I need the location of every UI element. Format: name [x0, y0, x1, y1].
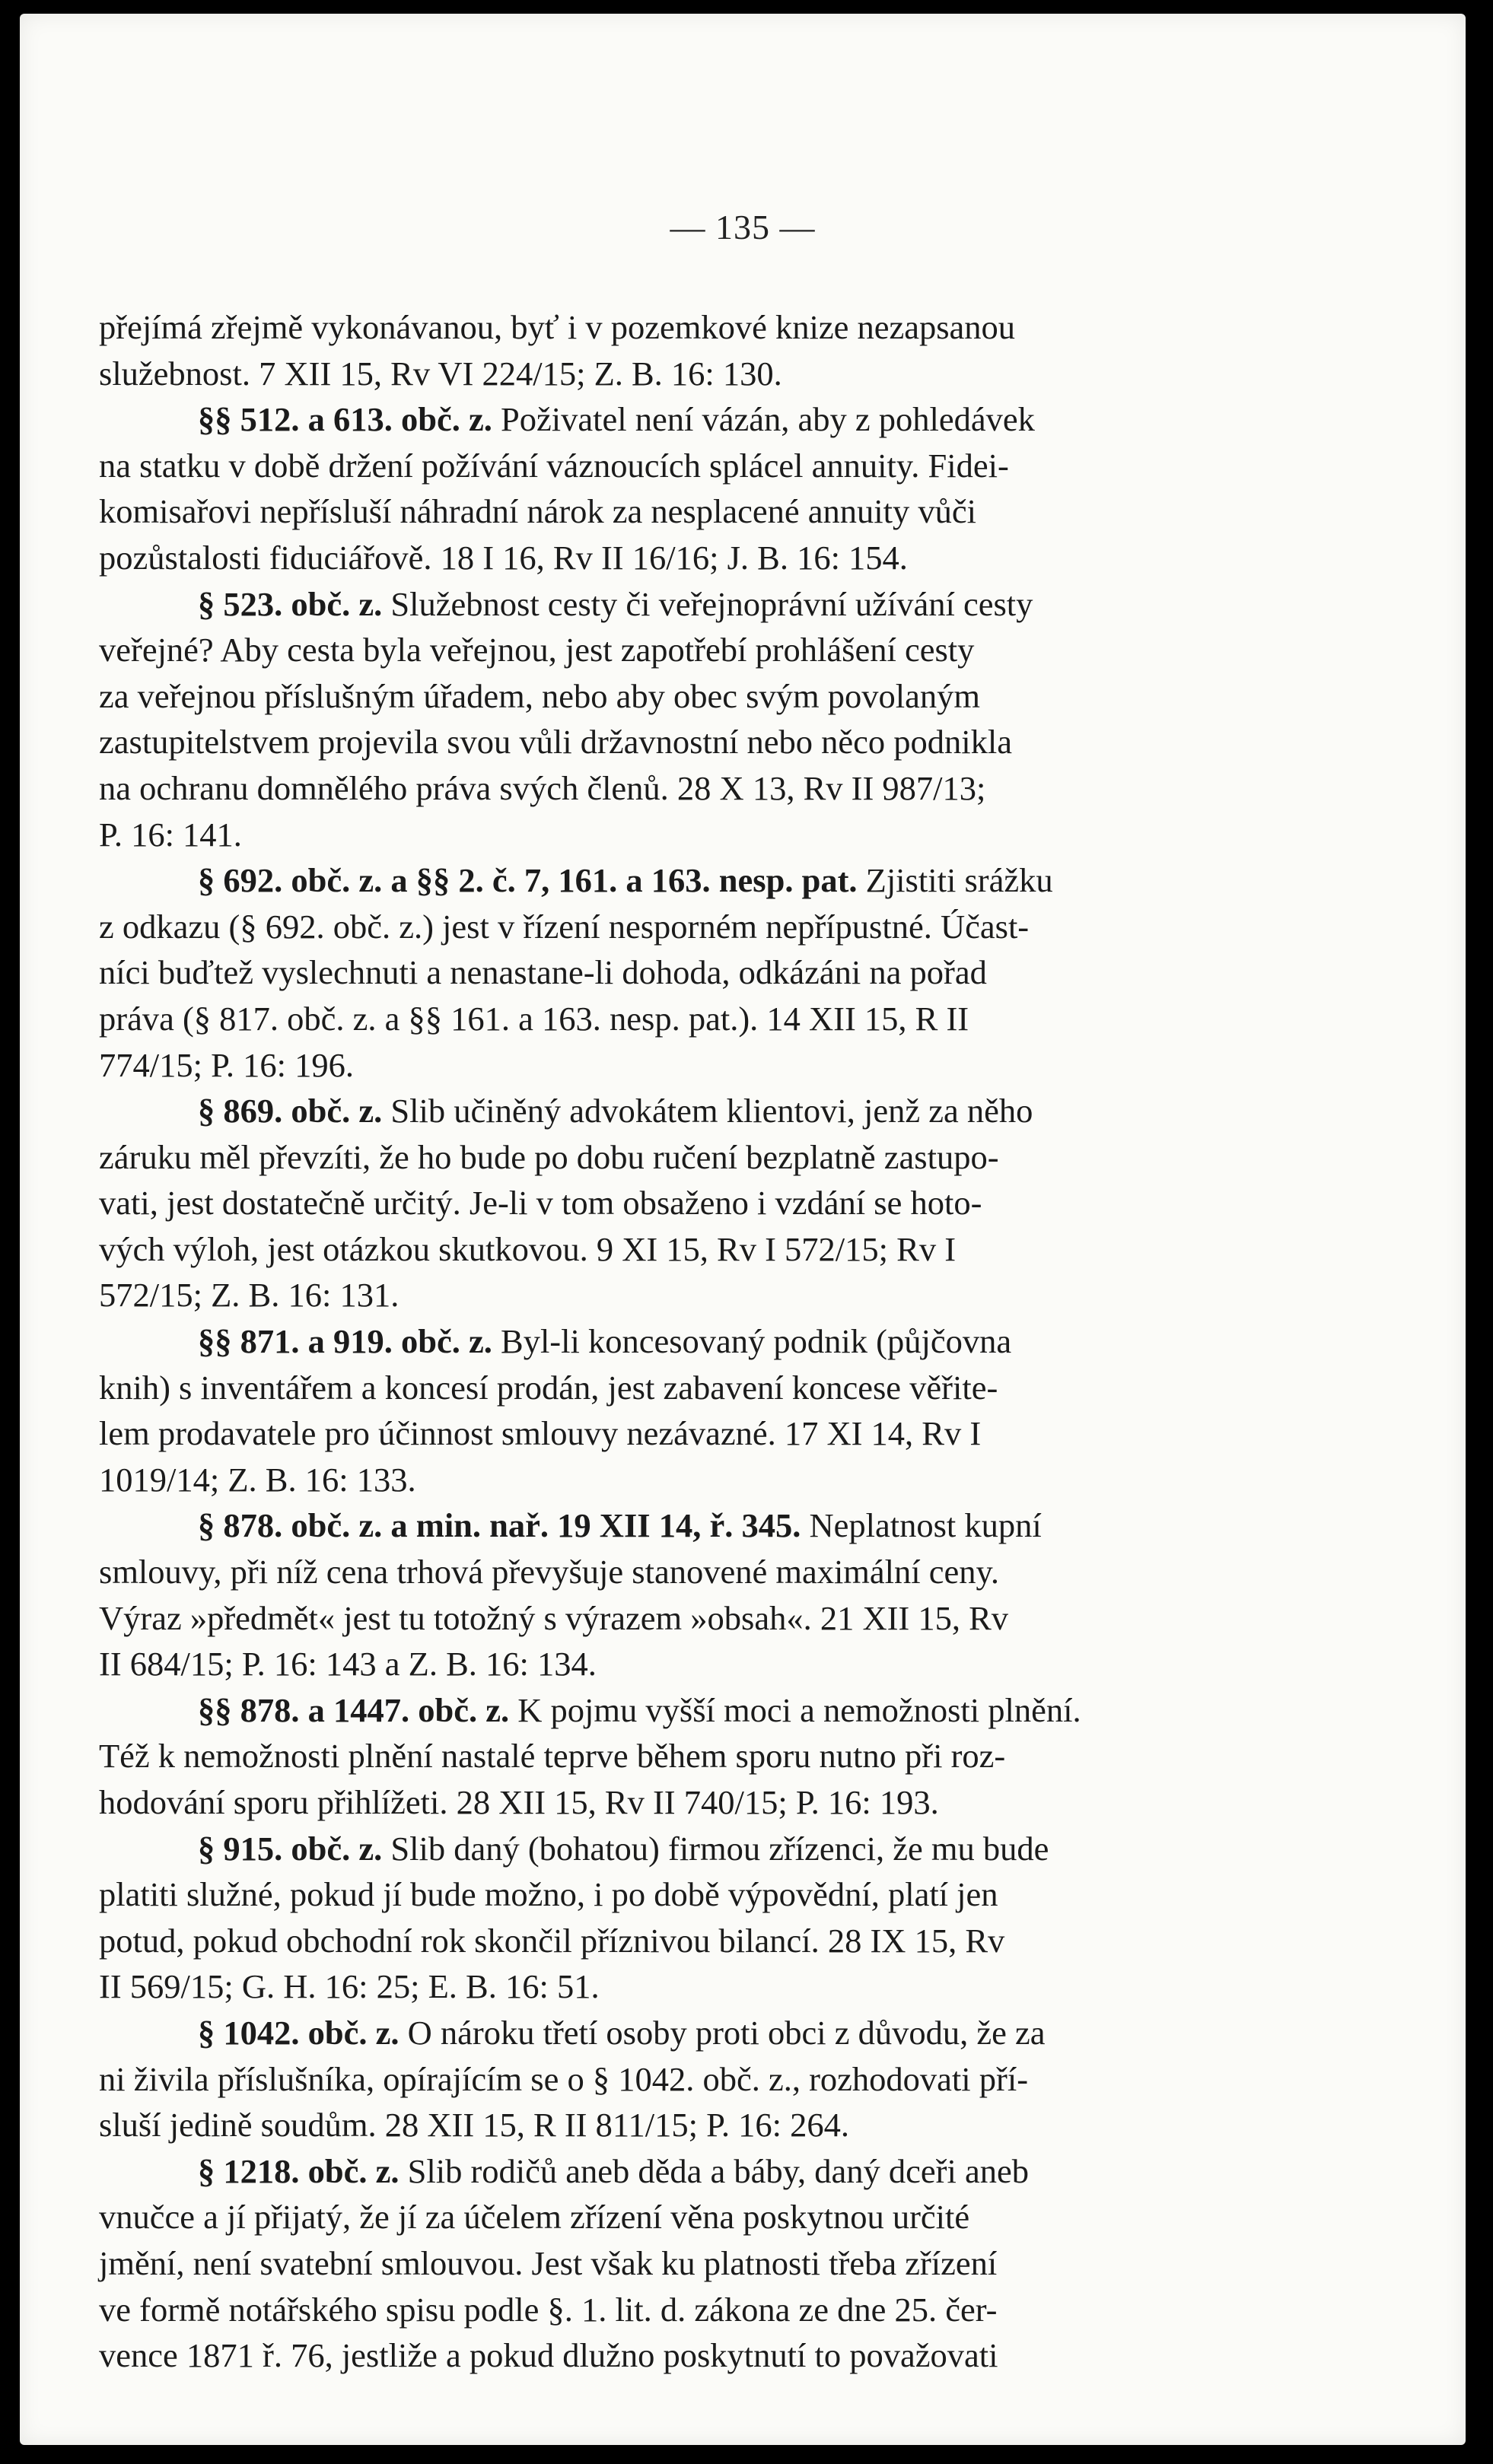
text-line [99, 2148, 1256, 2195]
line-text: pozůstalosti fiduciářově. 18 I 16, Rv II 16/16; J. B. 16: 154. [99, 538, 908, 577]
line-text: ve formě notářského spisu podle §. 1. lit. d. zákona ze dne 25. čer- [99, 2290, 998, 2329]
text-line [99, 1134, 1256, 1181]
paragraph [99, 2148, 1256, 2379]
line-text: Slib učiněný advokátem klientovi, jenž za něho [390, 1092, 1033, 1130]
line-text: platiti služné, pokud jí bude možno, i po době výpovědní, platí jen [99, 1875, 998, 1914]
line-text: knih) s inventářem a koncesí prodán, jest zabavení koncese věřite- [99, 1368, 998, 1407]
statute-reference: § 1218. obč. z. [198, 2151, 400, 2190]
statute-reference: § 878. obč. z. a min. nař. 19 XII 14, ř. 345. [198, 1506, 801, 1545]
text-line [99, 2102, 1256, 2148]
paragraph [99, 396, 1256, 580]
line-text: II 684/15; P. 16: 143 a Z. B. 16: 134. [99, 1645, 597, 1683]
line-text: Služebnost cesty či veřejnoprávní užívání cesty [390, 584, 1033, 623]
paragraph [99, 1687, 1256, 1826]
statute-reference: § 915. obč. z. [198, 1829, 383, 1868]
statute-reference: § 523. obč. z. [198, 584, 383, 623]
text-line [99, 1088, 1256, 1134]
text-line [99, 2287, 1256, 2333]
statute-reference: § 1042. obč. z. [198, 2013, 400, 2052]
text-line [99, 719, 1256, 765]
line-text: ni živila příslušníka, opírajícím se o § 1042. obč. z., rozhodovati pří- [99, 2059, 1029, 2098]
line-text: smlouvy, při níž cena trhová převyšuje stanovené maximální ceny. [99, 1553, 1000, 1591]
line-text: níci buďtež vyslechnuti a nenastane-li dohoda, odkázáni na pořad [99, 953, 987, 992]
text-line [99, 673, 1256, 720]
line-text: vých výloh, jest otázkou skutkovou. 9 XI 15, Rv I 572/15; Rv I [99, 1229, 957, 1268]
statute-reference: § 869. obč. z. [198, 1092, 383, 1130]
line-text: Zjistiti srážku [865, 861, 1053, 900]
paragraph [99, 1826, 1256, 2010]
line-text: komisařovi nepřísluší náhradní nárok za nesplacené annuity vůči [99, 492, 976, 531]
line-text: Též k nemožnosti plnění nastalé teprve během sporu nutno při roz- [99, 1737, 1006, 1776]
text-line [99, 2194, 1256, 2240]
paragraph [99, 2010, 1256, 2148]
text-line [99, 351, 1256, 397]
text-line [99, 1871, 1256, 1918]
text-line [99, 1180, 1256, 1226]
text-line [99, 1410, 1256, 1457]
statute-reference: § 692. obč. z. a §§ 2. č. 7, 161. a 163. nesp. pat. [198, 861, 858, 900]
line-text: sluší jedině soudům. 28 XII 15, R II 811/15; P. 16: 264. [99, 2106, 849, 2144]
text-line [99, 304, 1256, 351]
line-text: Neplatnost kupní [809, 1506, 1042, 1545]
text-line [99, 812, 1256, 858]
text-line [99, 2240, 1256, 2287]
line-text: II 569/15; G. H. 16: 25; E. B. 16: 51. [99, 1967, 600, 2006]
statute-reference: §§ 512. a 613. obč. z. [198, 400, 492, 439]
text-line [99, 581, 1256, 628]
text-line [99, 1826, 1256, 1872]
text-line [99, 627, 1256, 673]
paragraph [99, 304, 1256, 396]
paragraph [99, 1318, 1256, 1502]
line-text: vnučce a jí přijatý, že jí za účelem zřízení věna poskytnou určité [99, 2198, 970, 2237]
line-text: z odkazu (§ 692. obč. z.) jest v řízení nesporném nepřípustné. Účast- [99, 907, 1030, 946]
text-line [99, 1042, 1256, 1089]
text-line [99, 2010, 1256, 2056]
statute-reference: §§ 871. a 919. obč. z. [198, 1322, 492, 1361]
line-text: záruku měl převzíti, že ho bude po dobu ručení bezplatně zastupo- [99, 1137, 999, 1176]
page-number: — 135 — [670, 208, 816, 246]
line-text: zastupitelstvem projevila svou vůli državnostní nebo něco podnikla [99, 723, 1013, 761]
line-text: Poživatel není vázán, aby z pohledávek [501, 400, 1035, 439]
text-line [99, 1641, 1256, 1687]
text-line [99, 443, 1256, 489]
text-line [99, 2332, 1256, 2379]
statute-reference: §§ 878. a 1447. obč. z. [198, 1690, 510, 1729]
paragraph [99, 857, 1256, 1088]
text-line [99, 857, 1256, 904]
line-text: Slib rodičů aneb děda a báby, daný dceři aneb [407, 2151, 1029, 2190]
line-text: veřejné? Aby cesta byla veřejnou, jest zapotřebí prohlášení cesty [99, 631, 975, 669]
text-line [99, 1687, 1256, 1734]
text-line [99, 488, 1256, 535]
line-text: 774/15; P. 16: 196. [99, 1045, 355, 1084]
body-text [99, 304, 1256, 2379]
text-line [99, 1272, 1256, 1318]
text-line [99, 904, 1256, 950]
line-text: Byl-li koncesovaný podnik (půjčovna [501, 1322, 1012, 1361]
text-line [99, 765, 1256, 812]
text-line [99, 1918, 1256, 1964]
line-text: vati, jest dostatečně určitý. Je-li v tom obsaženo i vzdání se hoto- [99, 1184, 982, 1222]
paragraph [99, 1502, 1256, 1687]
line-text: přejímá zřejmě vykonávanou, byť i v pozemkové knize nezapsanou [99, 308, 1016, 346]
line-text: P. 16: 141. [99, 815, 242, 854]
line-text: na statku v době držení požívání váznoucích splácel annuity. Fidei- [99, 446, 1009, 485]
line-text: hodování sporu přihlížeti. 28 XII 15, Rv II 740/15; P. 16: 193. [99, 1783, 939, 1821]
text-line [99, 396, 1256, 443]
line-text: služebnost. 7 XII 15, Rv VI 224/15; Z. B. 16: 130. [99, 354, 782, 393]
text-line [99, 535, 1256, 581]
line-text: K pojmu vyšší moci a nemožnosti plnění. [517, 1690, 1081, 1729]
line-text: potud, pokud obchodní rok skončil příznivou bilancí. 28 IX 15, Rv [99, 1921, 1005, 1960]
paragraph [99, 581, 1256, 858]
line-text: za veřejnou příslušným úřadem, nebo aby obec svým povolaným [99, 676, 980, 715]
line-text: lem prodavatele pro účinnost smlouvy nezávazné. 17 XI 14, Rv I [99, 1414, 982, 1453]
line-text: Slib daný (bohatou) firmou zřízenci, že mu bude [390, 1829, 1049, 1868]
text-line [99, 996, 1256, 1042]
book-page [20, 14, 1466, 2445]
text-line [99, 1365, 1256, 1411]
text-line [99, 1733, 1256, 1779]
text-line [99, 1457, 1256, 1503]
line-text: 572/15; Z. B. 16: 131. [99, 1276, 400, 1315]
line-text: jmění, není svatební smlouvou. Jest však ku platnosti třeba zřízení [99, 2243, 998, 2282]
text-line [99, 1549, 1256, 1595]
text-line [99, 1963, 1256, 2010]
paragraph [99, 1088, 1256, 1318]
text-line [99, 949, 1256, 996]
text-line [99, 1779, 1256, 1826]
text-line [99, 1595, 1256, 1642]
text-line [99, 1226, 1256, 1273]
text-line [99, 1502, 1256, 1549]
line-text: na ochranu domnělého práva svých členů. 28 X 13, Rv II 987/13; [99, 768, 986, 807]
line-text: vence 1871 ř. 76, jestliže a pokud dlužno poskytnutí to považovati [99, 2336, 998, 2375]
line-text: 1019/14; Z. B. 16: 133. [99, 1460, 416, 1499]
text-line [99, 2056, 1256, 2103]
line-text: Výraz »předmět« jest tu totožný s výrazem »obsah«. 21 XII 15, Rv [99, 1598, 1009, 1637]
text-line [99, 1318, 1256, 1365]
line-text: O nároku třetí osoby proti obci z důvodu, že za [407, 2013, 1046, 2052]
line-text: práva (§ 817. obč. z. a §§ 161. a 163. nesp. pat.). 14 XII 15, R II [99, 999, 969, 1038]
